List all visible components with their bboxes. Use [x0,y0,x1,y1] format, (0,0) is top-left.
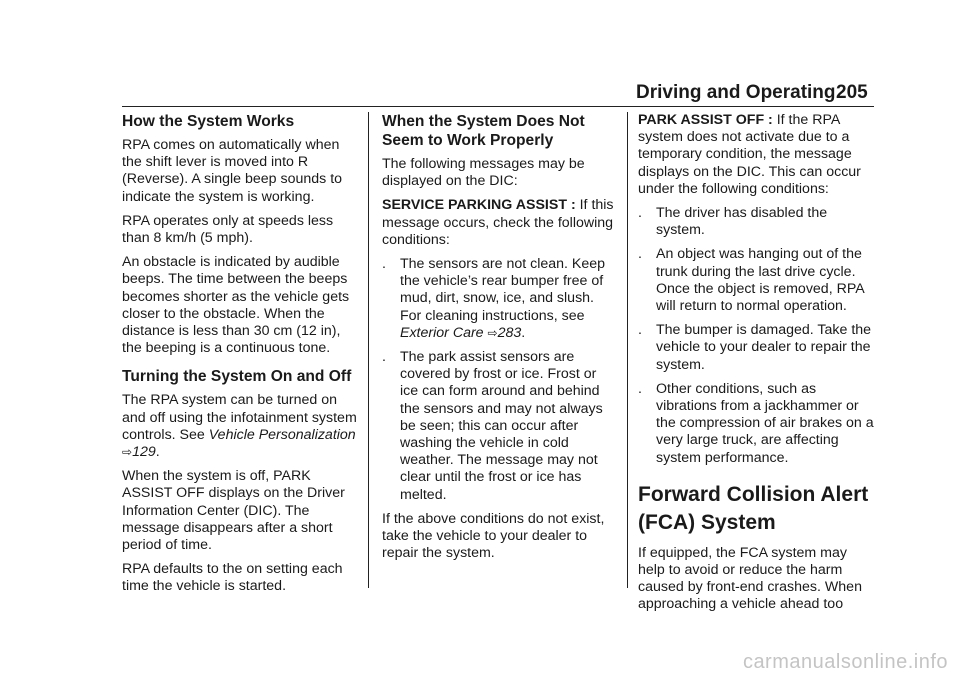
cross-reference-link[interactable]: Vehicle Personalization [208,426,356,443]
bullet-mark: . [382,256,386,273]
paragraph: RPA defaults to the on setting each time the vehicle is started. [122,561,343,595]
message-label: SERVICE PARKING ASSIST : [382,197,576,214]
list-item: . The park assist sensors are covered by frost or ice. Frost or ice can form around and behind the sensors and may not always be seen; this can occur after washing the vehicle in cold weather. The message may not clear until the frost or ice has melted. [382,349,603,503]
heading-not-working: When the System Does Not Seem to Work Properly [382,113,585,149]
header-rule [122,106,874,107]
bullet-mark: . [638,205,642,222]
list-item: . Other conditions, such as vibrations from a jackhammer or the compression of air brakes on a very large truck, are affecting system performance. [638,380,874,466]
paragraph: SERVICE PARKING ASSIST : If this message occurs, check the following conditions: [382,197,614,248]
page-number: 205 [836,82,868,103]
heading-fca-system: Forward Collision Alert (FCA) System [638,482,869,534]
watermark-text: carmanualsonline.info [742,651,948,673]
page-header [0,80,960,110]
page-arrow-icon: ⇨ [487,325,498,340]
list-item: . The driver has disabled the system. [638,205,828,239]
paragraph: The RPA system can be turned on and off using the infotainment system controls. See Vehicle Personalization ⇨129. [122,392,357,461]
paragraph: When the system is off, PARK ASSIST OFF displays on the Driver Information Center (DIC). The message disappears after a short period of time. [122,468,345,554]
column-1 [122,112,358,603]
page-arrow-icon: ⇨ [122,445,133,460]
paragraph: RPA comes on automatically when the shift lever is moved into R (Reverse). A single beep sounds to indicate the system is working. [122,137,343,205]
heading-turning-on-off: Turning the System On and Off [122,368,352,386]
bullet-mark: . [638,380,642,397]
column-divider-1 [368,112,369,588]
paragraph: If equipped, the FCA system may help to avoid or reduce the harm caused by front-end crashes. When approaching a vehicle ahead too [638,544,862,613]
paragraph: RPA operates only at speeds less than 8 km/h (5 mph). [122,212,334,247]
heading-how-system-works: How the System Works [122,113,295,130]
page-ref-number[interactable]: 129 [132,444,156,461]
cross-reference-link[interactable]: Exterior Care [400,324,484,341]
bullet-mark: . [638,246,642,263]
page-ref-number[interactable]: 283 [497,324,522,341]
column-divider-2 [627,112,628,588]
bullet-mark: . [638,322,642,339]
paragraph: PARK ASSIST OFF : If the RPA system does not activate due to a temporary condition, the message displays on the DIC. This can occur under the following conditions: [638,112,861,197]
list-item: . The bumper is damaged. Take the vehicle to your dealer to repair the system. [638,322,872,373]
column-2 [382,112,618,569]
message-label: PARK ASSIST OFF : [638,112,773,128]
section-title: Driving and Operating [636,82,836,103]
list-item: . The sensors are not clean. Keep the vehicle’s rear bumper free of mud, dirt, snow, ice, and slush. For cleaning instructions, see Exterior Care ⇨283. [382,256,606,341]
paragraph: If the above conditions do not exist, take the vehicle to your dealer to repair the system. [382,510,605,562]
paragraph: An obstacle is indicated by audible beeps. The time between the beeps becomes shorter as the vehicle gets closer to the obstacle. When the distance is less than 30 cm (12 in), the beeping is a continuous tone. [122,254,350,357]
bullet-mark: . [382,349,386,366]
paragraph: The following messages may be displayed on the DIC: [382,156,585,190]
column-3 [638,112,874,621]
list-item: . An object was hanging out of the trunk during the last drive cycle. Once the object is removed, RPA will return to normal operation. [638,246,864,315]
